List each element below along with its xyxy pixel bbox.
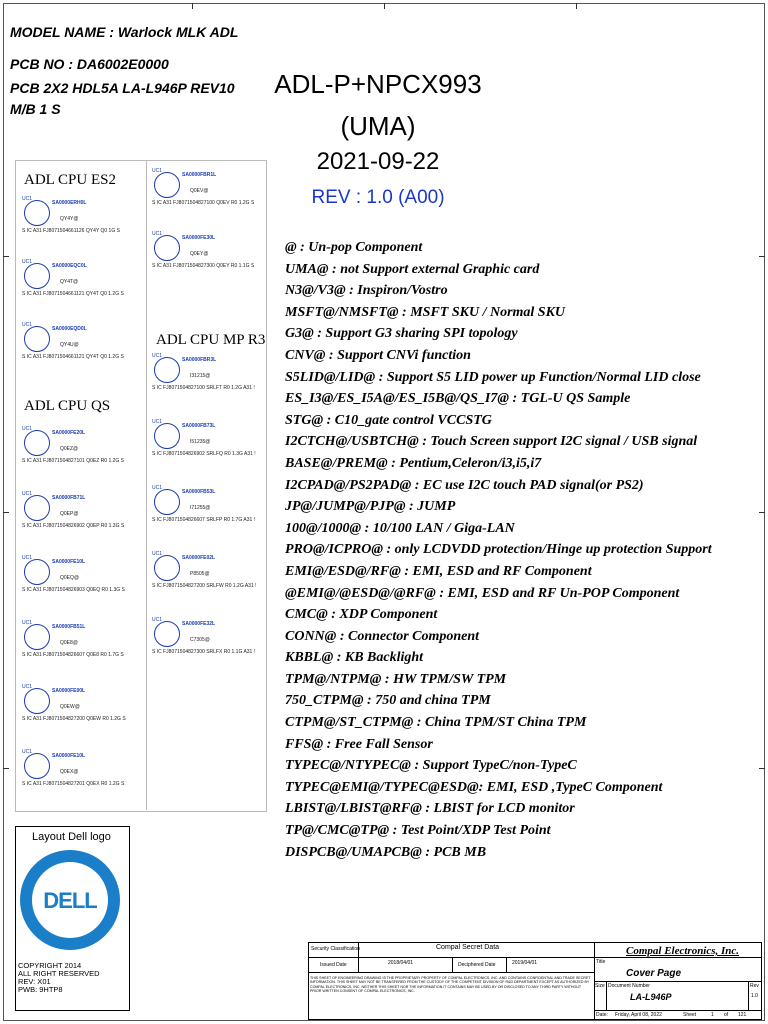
note-line: I2CTCH@/USBTCH@ : Touch Screen support I2C signal / USB signal <box>285 434 698 450</box>
part-code: QY4U@ <box>60 342 79 348</box>
sheet-number: 1 <box>711 1012 714 1018</box>
part-symbol <box>24 495 50 521</box>
part-symbol <box>154 555 180 581</box>
logo-title: Layout Dell logo <box>32 831 111 843</box>
note-line: LBIST@/LBIST@RF@ : LBIST for LCD monitor <box>285 801 575 817</box>
border-tick <box>759 256 765 257</box>
note-line: KBBL@ : KB Backlight <box>285 650 424 666</box>
border-tick <box>3 256 9 257</box>
part-symbol <box>24 200 50 226</box>
note-line: TP@/CMC@TP@ : Test Point/XDP Test Point <box>285 823 551 839</box>
note-line: CTPM@/ST_CTPM@ : China TPM/ST China TPM <box>285 715 587 731</box>
section-es2: ADL CPU ES2 <box>24 172 116 188</box>
note-line: DISPCB@/UMAPCB@ : PCB MB <box>285 844 487 860</box>
uc-label: UC1 <box>152 485 163 491</box>
part-number: SA0000EQD0L <box>52 326 87 332</box>
part-symbol <box>24 753 50 779</box>
part-symbol <box>154 423 180 449</box>
uc-label: UC1 <box>152 419 163 425</box>
section-qs: ADL CPU QS <box>24 398 111 414</box>
company-name: Compal Electronics, Inc. <box>626 945 740 957</box>
part-number: SA0000FE32L <box>182 621 216 627</box>
part-number: SA0000FE30L <box>182 235 216 241</box>
part-description: S IC A31 FJ8071504827200 Q0EW R0 1.2G S <box>22 716 126 722</box>
uc-label: UC1 <box>22 322 33 328</box>
part-description: S IC A31 FJ8071504661121 QY4T Q0 1.2G S <box>22 291 124 297</box>
note-line: STG@ : C10_gate control VCCSTG <box>285 412 492 428</box>
part-description: S IC A31 FJ8071504826903 Q0EQ R0 1.3G S <box>22 587 125 593</box>
note-line: TYPEC@/NTYPEC@ : Support TypeC/non-TypeC <box>285 758 577 774</box>
part-number: SA0000FBR1L <box>182 172 217 178</box>
part-number: SA0000ERH0L <box>52 200 87 206</box>
security-label: Security Classification <box>311 946 360 952</box>
part-code: Q0EZ@ <box>60 446 79 452</box>
part-symbol <box>154 489 180 515</box>
part-number: SA0000FE10L <box>52 559 86 565</box>
board-variant: (UMA) <box>340 111 416 141</box>
compal-secret: Compal Secret Data <box>436 944 500 951</box>
part-description: S IC FJ8071504827300 SRLFX R0 1.1G A31 ! <box>152 649 256 655</box>
note-line: G3@ : Support G3 sharing SPI topology <box>285 326 518 342</box>
note-line: FFS@ : Free Fall Sensor <box>285 736 433 752</box>
pwb: PWB: 9HTP8 <box>18 985 63 994</box>
border-tick <box>759 768 765 769</box>
cpu-table-divider <box>146 160 147 810</box>
part-symbol <box>24 263 50 289</box>
border-tick <box>3 768 9 769</box>
part-symbol <box>154 357 180 383</box>
part-symbol <box>24 688 50 714</box>
logo-rev: REV: X01 <box>18 977 51 986</box>
mb-line: M/B 1 S <box>10 101 61 117</box>
part-description: S IC A31 FJ8071504827100 Q0EV R0 1.2G S <box>152 200 255 206</box>
part-code: Q0EW@ <box>60 704 80 710</box>
part-symbol <box>154 235 180 261</box>
part-code: I31215@ <box>190 373 211 379</box>
part-number: SA0000FE02L <box>182 555 216 561</box>
sheet-label: Sheet <box>683 1012 697 1018</box>
note-line: N3@/V3@ : Inspiron/Vostro <box>285 283 448 299</box>
border-tick <box>192 3 193 9</box>
uc-label: UC1 <box>22 426 33 432</box>
uc-label: UC1 <box>22 555 33 561</box>
rev-value: 1.0 <box>751 993 758 999</box>
note-line: EMI@/ESD@/RF@ : EMI, ESD and RF Component <box>285 563 592 579</box>
uc-label: UC1 <box>22 684 33 690</box>
part-number: SA0000FE00L <box>52 688 86 694</box>
uc-label: UC1 <box>22 490 33 497</box>
deciphered-label: Deciphered Date <box>458 962 496 968</box>
note-line: TYPEC@EMI@/TYPEC@ESD@: EMI, ESD ,TypeC Component <box>285 779 663 795</box>
uc-label: UC1 <box>22 196 33 202</box>
rev-label: Rev <box>750 983 759 989</box>
note-line: MSFT@/NMSFT@ : MSFT SKU / Normal SKU <box>285 304 566 320</box>
uc-label: UC1 <box>152 168 163 174</box>
pcb-number: PCB NO : DA6002E0000 <box>10 56 169 72</box>
dell-logo-text: DELL <box>43 888 97 913</box>
of-label: of <box>724 1012 729 1018</box>
note-line: UMA@ : not Support external Graphic card <box>285 261 540 277</box>
deciphered-date: 2019/04/01 <box>512 960 538 966</box>
part-number: SA0000FE10L <box>52 752 86 759</box>
part-code: C7305@ <box>190 637 210 643</box>
copyright: COPYRIGHT 2014 <box>18 961 82 970</box>
cpu-table <box>15 160 267 812</box>
date-label: Date: <box>596 1012 608 1018</box>
part-code: Q0EX@ <box>60 768 79 775</box>
note-line: I2CPAD@/PS2PAD@ : EC use I2C touch PAD signal(or PS2) <box>285 477 644 493</box>
note-line: JP@/JUMP@/PJP@ : JUMP <box>285 499 456 515</box>
model-name: MODEL NAME : Warlock MLK ADL <box>10 24 239 40</box>
part-description: S IC FJ8071504826902 SRLFQ R0 1.3G A31 ! <box>152 451 256 457</box>
part-description: S IC A31 FJ8071504661121 QY4T Q0 1.2G S <box>22 354 124 360</box>
part-code: I71255@ <box>190 505 211 511</box>
note-line: CMC@ : XDP Component <box>285 607 438 623</box>
dell-logo <box>20 850 120 950</box>
uc-label: UC1 <box>22 259 33 265</box>
part-code: QY4Y@ <box>60 216 79 222</box>
part-code: Q0EV@ <box>190 188 209 194</box>
part-code: I51235@ <box>190 439 211 445</box>
part-code: Q0EQ@ <box>60 575 79 581</box>
border-tick <box>576 3 577 9</box>
part-number: SA0000FBR3L <box>182 357 217 363</box>
note-line: TPM@/NTPM@ : HW TPM/SW TPM <box>285 671 507 687</box>
sheet-title: Cover Page <box>626 968 682 979</box>
part-code: Q0EP@ <box>60 510 79 517</box>
note-line: 750_CTPM@ : 750 and china TPM <box>285 693 491 709</box>
uc-label: UC1 <box>22 619 33 626</box>
uc-label: UC1 <box>152 353 163 359</box>
part-number: SA0000FB73L <box>182 423 216 429</box>
doc-number: LA-L946P <box>630 992 672 1002</box>
part-description: S IC A31 FJ8071504827201 Q0EX R0 1.2G S <box>22 780 125 787</box>
border-tick <box>759 512 765 513</box>
part-symbol <box>24 430 50 456</box>
uc-label: UC1 <box>152 551 163 557</box>
border-tick <box>384 3 385 9</box>
part-symbol <box>154 621 180 647</box>
board-title: ADL-P+NPCX993 <box>274 69 482 99</box>
part-description: S IC FJ8071504827200 SRLFW R0 1.2G A31 ! <box>152 583 257 589</box>
part-description: S IC A31 FJ8071504661126 QY4Y Q0 1G S <box>22 228 120 234</box>
part-number: SA0000EQC0L <box>52 263 87 269</box>
part-code: P8505@ <box>190 571 210 577</box>
uc-label: UC1 <box>152 231 163 237</box>
title-label: Title <box>596 959 606 965</box>
date-value: Friday, April 08, 2022 <box>615 1012 662 1018</box>
note-line: CNV@ : Support CNVi function <box>285 347 471 363</box>
uc-label: UC1 <box>22 748 33 755</box>
rights: ALL RIGHT RESERVED <box>18 969 100 978</box>
part-description: S IC A31 FJ8071504827101 Q0EZ R0 1.2G S <box>22 458 125 464</box>
note-line: ES_I3@/ES_I5A@/ES_I5B@/QS_I7@ : TGL-U QS Sample <box>285 391 631 407</box>
border-tick <box>3 512 9 513</box>
part-description: S IC FJ8071504827100 SRLFT R0 1.2G A31 ! <box>152 385 255 391</box>
board-revision: REV : 1.0 (A00) <box>311 187 445 208</box>
part-number: SA0000FB51L <box>52 623 86 630</box>
part-code: QY4T@ <box>60 279 79 285</box>
doc-label: Document Number <box>608 983 650 989</box>
part-symbol <box>24 624 50 650</box>
disclaimer: THIS SHEET OF ENGINEERING DRAWING IS THE PROPRIETARY PROPERTY OF COMPAL ELECTRONICS, INC. AND CONTAINS CONFIDENTIAL AND TRADE SECRET INFORMATION. THIS SHEET MAY NOT BE TRANSFERED FROM THE CUSTODY OF THE COMPETENT DIVISION OF R&D DEPARTMENT EXCEPT AS AUTHORIZED BY COMPAL ELECTRONICS, INC. NEITHER THIS SHEET NOR THE INFORMATION IT CONTAINS MAY BE USED BY OR DISCLOSED TO ANY THIRD PARTY WITHOUT PRIOR WRITTEN CONSENT OF COMPAL ELECTRONICS, INC. <box>310 976 591 994</box>
note-line: PRO@/ICPRO@ : only LCDVDD protection/Hinge up protection Support <box>285 542 712 558</box>
part-code: Q0E8@ <box>60 639 78 646</box>
part-description: S IC A31 FJ8071504827300 Q0EY R0 1.1G S <box>152 263 255 269</box>
note-line: BASE@/PREM@ : Pentium,Celeron/i3,i5,i7 <box>285 455 542 471</box>
part-description: S IC FJ8071504826607 SRLFP R0 1.7G A31 ! <box>152 517 256 523</box>
part-description: S IC A31 FJ8071504826902 Q0EP R0 1.3G S <box>22 522 125 529</box>
part-code: Q0EY@ <box>190 251 209 257</box>
part-number: SA0000FB53L <box>182 489 216 495</box>
size-label: Size <box>595 983 605 989</box>
section-mp: ADL CPU MP R3 <box>156 332 266 348</box>
issued-label: Issued Date <box>320 962 347 968</box>
logo-info <box>18 962 100 994</box>
part-symbol <box>154 172 180 198</box>
note-line: @ : Un-pop Component <box>285 240 423 255</box>
board-date: 2021-09-22 <box>316 148 440 175</box>
note-line: @EMI@/@ESD@/@RF@ : EMI, ESD and RF Un-POP Component <box>285 585 680 601</box>
part-description: S IC A31 FJ8071504826607 Q0E8 R0 1.7G S <box>22 651 124 658</box>
pcb-line: PCB 2X2 HDL5A LA-L946P REV10 <box>10 80 235 96</box>
sheet-total: 121 <box>738 1012 747 1018</box>
part-number: SA0000FB71L <box>52 494 86 501</box>
issued-date: 2018/04/01 <box>388 960 414 966</box>
note-line: 100@/1000@ : 10/100 LAN / Giga-LAN <box>285 520 515 536</box>
part-symbol <box>24 559 50 585</box>
note-line: S5LID@/LID@ : Support S5 LID power up Function/Normal LID close <box>285 369 701 385</box>
part-symbol <box>24 326 50 352</box>
uc-label: UC1 <box>152 617 163 623</box>
option-notes <box>285 237 712 863</box>
part-number: SA0000FE20L <box>52 430 86 436</box>
note-line: CONN@ : Connector Component <box>285 628 480 644</box>
